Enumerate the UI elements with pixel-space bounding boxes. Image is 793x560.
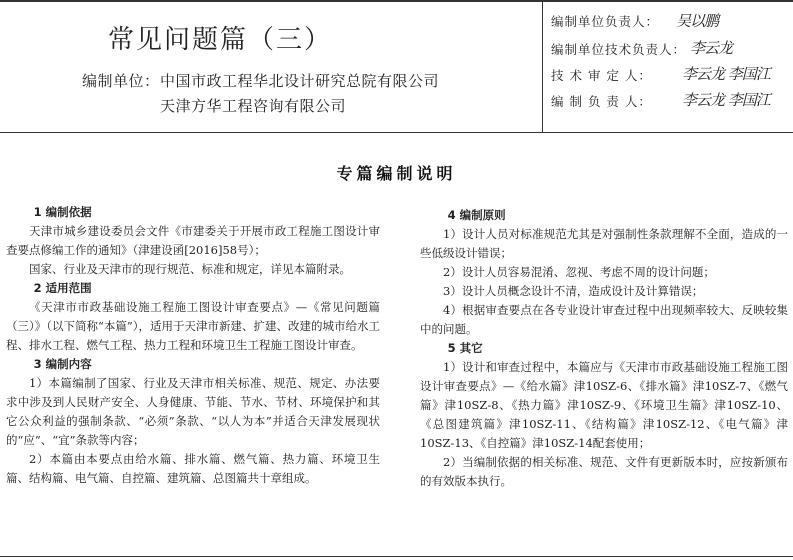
section-title: 专篇编制说明	[336, 164, 457, 183]
heading-principles: 4 编制原则	[447, 208, 506, 222]
responsibility-row	[551, 12, 659, 30]
paragraph: 2）当编制依据的相关标准、规范、文件有更新版本时，应按新颁布的有效版本执行。	[420, 455, 788, 488]
bottom-border	[0, 556, 793, 557]
paragraph: 1）设计人员对标准规范尤其是对强制性条款理解不全面，造成的一些低级设计错误；	[420, 227, 788, 260]
signature: 李云龙 李国江	[682, 91, 770, 109]
left-column	[6, 203, 380, 488]
paragraph: 3）设计人员概念设计不清，造成设计及计算错误；	[443, 284, 704, 298]
heading-other: 5 其它	[447, 341, 483, 355]
paragraph: 1）设计和审查过程中，本篇应与《天津市市政基础设施工程施工图设计审查要点》—《给水篇》津10SZ-6、《排水篇》津10SZ-7、《燃气篇》津10SZ-8、《热力篇》津10SZ-9、《环境卫生篇》津10SZ-10、《总图建筑篇》津10SZ-11、《结构篇》津10SZ-12、《电气篇》津10SZ-13、《自控篇》津10SZ-14配套使用；	[420, 360, 788, 450]
responsibility-row	[551, 66, 652, 84]
paragraph: 天津市城乡建设委员会文件《市建委关于开展市政工程施工图设计审查要点修编工作的通知》（津建设函[2016]58号）；	[6, 224, 380, 257]
heading-basis: 1 编制依据	[33, 205, 92, 219]
paragraph: 国家、行业及天津市的现行规范、标准和规定，详见本篇附录。	[29, 262, 351, 276]
page-title: 常见问题篇（三）	[108, 25, 333, 55]
responsibility-label: 编制单位技术负责人：	[551, 42, 687, 57]
top-border	[0, 0, 793, 2]
signature: 李云龙	[690, 39, 733, 57]
paragraph: 2）本篇由本要点由给水篇、排水篇、燃气篇、热力篇、环境卫生篇、结构篇、电气篇、自控篇、建筑篇、总图篇共十章组成。	[6, 452, 380, 485]
org-label: 编制单位：	[82, 72, 160, 90]
heading-scope: 2 适用范围	[33, 281, 92, 295]
responsibility-label: 技 术 审 定 人：	[551, 68, 652, 83]
heading-content: 3 编制内容	[33, 357, 92, 371]
right-column	[420, 206, 788, 491]
header-divider	[0, 132, 793, 133]
responsibility-label: 编 制 负 责 人：	[551, 94, 652, 109]
signature: 李云龙 李国江	[682, 65, 770, 83]
signature: 吴以鹏	[676, 12, 719, 30]
responsibility-label: 编制单位负责人：	[551, 14, 660, 29]
org-name-2: 天津方华工程咨询有限公司	[160, 97, 347, 115]
paragraph: 2）设计人员容易混淆、忽视、考虑不周的设计问题；	[443, 265, 715, 279]
paragraph: 4）根据审查要点在各专业设计审查过程中出现频率较大、反映较集中的问题。	[420, 303, 788, 336]
responsibility-row	[551, 40, 686, 58]
org-name-1: 中国市政工程华北设计研究总院有限公司	[160, 72, 440, 90]
responsibility-row	[551, 92, 652, 110]
header-column-divider	[542, 0, 543, 133]
paragraph: 《天津市市政基础设施工程施工图设计审查要点》—《常见问题篇（三）》（以下简称“本篇”），适用于天津市新建、扩建、改建的城市给水工程、排水工程、燃气工程、热力工程和环境卫生工程施工图设计审查。	[6, 300, 381, 352]
paragraph: 1）本篇编制了国家、行业及天津市相关标准、规范、规定、办法要求中涉及到人民财产安全、人身健康、节能、节水、节材、环境保护和其它公众利益的强制条款、“必须”条款、“以人为本”并适合天津发展现状的“应”、“宜”条款等内容；	[6, 376, 380, 447]
